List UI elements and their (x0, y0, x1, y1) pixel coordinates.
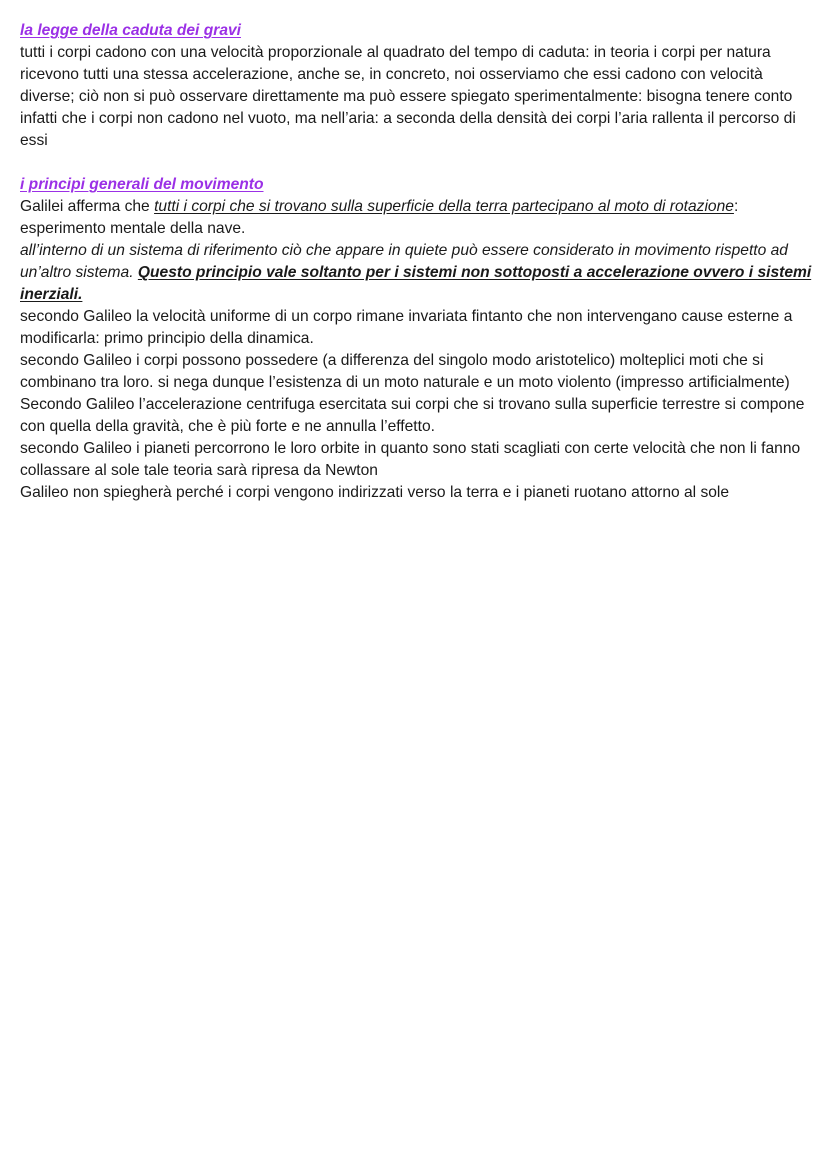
paragraph-accelerazione-centrifuga: Secondo Galileo l’accelerazione centrifuga esercitata sui corpi che si trovano sulla superficie terrestre si compone con quella della gravità, che è più forte e ne annulla l’effetto. (20, 396, 805, 435)
paragraph-primo-principio: secondo Galileo la velocità uniforme di un corpo rimane invariata fintanto che non intervengano cause esterne a modificarla: primo principio della dinamica. (20, 308, 793, 347)
text-fragment: : esperimento mentale della nave. (20, 198, 739, 237)
paragraph-sistemi-inerziali (20, 240, 820, 306)
bold-emphasized-text: Questo principio vale soltanto per i sistemi non sottoposti a accelerazione ovvero i sistemi inerziali. (20, 264, 812, 303)
document-page (20, 20, 820, 504)
emphasized-text: tutti i corpi che si trovano sulla superficie della terra partecipano al moto di rotazione (154, 198, 734, 215)
section-heading-caduta-gravi: la legge della caduta dei gravi (20, 22, 241, 39)
paragraph-conclusione: Galileo non spiegherà perché i corpi vengono indirizzati verso la terra e i pianeti ruotano attorno al sole (20, 484, 730, 501)
paragraph-rotazione (20, 196, 820, 240)
section-heading-principi-movimento: i principi generali del movimento (20, 176, 264, 193)
paragraph-orbite-pianeti: secondo Galileo i pianeti percorrono le loro orbite in quanto sono stati scagliati con certe velocità che non li fanno collassare al sole tale teoria sarà ripresa da Newton (20, 440, 801, 479)
italic-text: all’interno di un sistema di riferimento ciò che appare in quiete può essere considerato in movimento rispetto ad un’altro sistema. (20, 242, 788, 281)
spacer (20, 152, 820, 174)
text-fragment: Galilei afferma che (20, 198, 155, 215)
paragraph-moti-multipli: secondo Galileo i corpi possono possedere (a differenza del singolo modo aristotelico) molteplici moti che si combinano tra loro. si nega dunque l’esistenza di un moto naturale e un moto violento (impresso artificialmente) (20, 352, 790, 391)
paragraph-caduta-gravi: tutti i corpi cadono con una velocità proporzionale al quadrato del tempo di caduta: in teoria i corpi per natura ricevono tutti una stessa accelerazione, anche se, in concreto, noi osserviamo che essi cadono con velocità diverse; ciò non si può osservare direttamente ma può essere spiegato sperimentalmente: bisogna tenere conto infatti che i corpi non cadono nel vuoto, ma nell’aria: a seconda della densità dei corpi l’aria rallenta il percorso di essi (20, 44, 796, 149)
